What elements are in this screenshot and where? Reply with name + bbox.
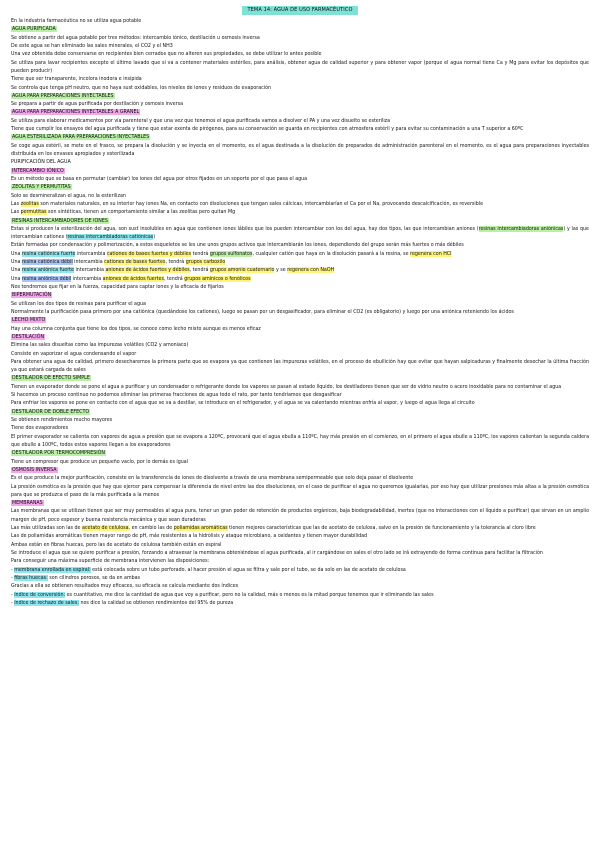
heading-agua-purificada: AGUA PURIFICADA [12,26,56,33]
heading-doble-efecto: DESTILADOR DE DOBLE EFECTO [12,408,90,415]
heading-resinas: RESINAS INTERCAMBIADORES DE IONES [12,217,108,224]
list-item: - membrana enrollada en espiral: está colocada sobre un tubo perforado, al hacer presión el agua se filtra y sale por el tubo, se da solo en las de acetato de celulosa [11,566,406,573]
heading-efecto-simple: DESTILADOR DE EFECTO SIMPLE [12,375,90,382]
list-item: - índice de conversión: es cuantitativo, me dice la cantidad de agua que voy a purificar, pero no la calidad, más o menos es la mitad porque tenemos que ir eliminando las sales [11,591,434,598]
paragraph: Elimina las sales disueltas como las impurezas volátiles (CO2 y amoniaco) [11,342,189,349]
paragraph: Nos tendremos que fijar en la fuerza, capacidad para captar iones y la eficacia de fijarlos [11,284,224,290]
paragraph: Consiste en vaporizar el agua condensando el vapor [11,350,137,357]
paragraph: Se utilizan los dos tipos de resinas para purificar el agua [11,300,146,307]
heading-intercambio-ionico: INTERCAMBIO IÓNICO [12,167,64,174]
paragraph: Gracias a ella se obtienen resultados muy eficaces, su eficacia se calcula mediante dos índices [11,583,239,590]
heading-agua-inyectables: AGUA PARA PREPARACIONES INYECTABLES [12,92,114,99]
paragraph: Se introduce el agua que se quiere purificar a presión, forzando a atravesar la membrana obteniéndose el agua purificada, al ir cargándose en sales el otro lado se irá extrayendo de forma continua para facilitar la filtración [11,550,543,556]
paragraph: Las zeolitas son materiales naturales, en su interior hay iones Na, en contacto con disoluciones que tengan sales cálcicas, intercambiarían el Ca por el Na, provocando descalcificación, es reversible [11,200,484,207]
list-item: - índice de rechazo de sales: nos dice la calidad se obtienen rendimientos del 95% de pureza [11,599,234,606]
heading-destilacion: DESTILACIÓN [12,333,45,340]
heading-zeolitas: ZEOLITAS Y PERMUTITAS [12,184,71,191]
heading-agua-esterilizada: AGUA ESTERILIZADA PARA PREPARACIONES INYECTABLES [12,134,150,141]
heading-membranas: MEMBRANAS [12,500,43,507]
paragraph: Para enfriar los vapores se pone en contacto con el agua que se va a destilar, se introduce en el refrigerador, y el agua se va calentando mientras enfría al vapor, y luego el agua llega al circuito [11,400,475,407]
paragraph: Están formadas por condensación y polimerización, a estos esqueletos se les une unos grupos activos que intercambiarán los iones, dependiendo del grupo serán más fuertes o más débiles [11,242,464,249]
heading-lecho-mixto: LECHO MIXTO [12,317,46,324]
paragraph: Se coge agua estéril, se mete en el frasco, se prepara la disolución y se inyecta en el momento, es el agua destinada a la disolución de preparados de administración parenteral en el momento, es el agua para preparaciones inyectables distribuida en los envases apropiados y esterilizada [11,142,589,157]
title-row [11,6,589,17]
heading-agua-inyectables-granel: AGUA PARA PREPARACIONES INYECTABLES A GRANEL [12,109,140,116]
paragraph: Una resina catiónica débil intercambia cationes de bases fuertes, tendrá grupos carboxilo [11,259,226,266]
paragraph: Se prepara a partir de agua purificada por destilación y osmosis inversa [11,101,184,108]
heading-termocompresion: DESTILADOR POR TERMOCOMPRESIÓN [12,450,105,457]
paragraph: Se controla que tenga pH neutro, que no haya sust oxidables, los niveles de iones y residuos de evaporación [11,84,272,91]
paragraph: Una resina aniónica débil intercambia aniones de ácidos fuertes, tendrá grupos amínicos o fenólicos [11,275,251,282]
paragraph: Estas si producen la esterilización del agua, son sust insolubles en agua que contienen iones lábiles que los pueden intercambiar con los del agua, hay dos tipos, las que intercambian aniones (resinas intercambiadoras aniónicas) y las que intercambian cationes (resinas intercambiadoras catiónicas) [11,225,589,241]
paragraph: Normalmente la purificación pasa primero por una catiónica (quedándose los cationes), luego se pasan por un desgasificador, para eliminar el CO2 (es obligatorio) y luego por una aniónica reteniendo los ácidos [11,308,514,315]
paragraph: Tiene que cumplir los ensayos del agua purificada y tiene que estar exenta de pirógenos, para su conservación se guarda en recipientes con atmosfera estéril y para evitar su contaminación a una T superior a 60ºC [11,126,524,133]
paragraph: Se obtiene a partir del agua potable por tres métodos: intercambio iónico, destilación u osmosis inversa [11,34,260,41]
paragraph: De este agua se han eliminado las sales minerales, el CO2 y el NH3 [11,42,173,49]
heading-purificacion: PURIFICACIÓN DEL AGUA [11,159,71,166]
paragraph: Las membranas que se utilizan tienen que ser muy permeables al agua pura, tener un gran poder de retención de productos orgánicos, baja biodegradabilidad, inertes (que no interacciones con el líquido a purificar) que sirvan en un amplio margen de pH, poco espesor y buena resistencia mecánica y que sean duraderas [11,508,589,523]
paragraph: La presión osmótica es la presión que hay que ejercer para compensar la diferencia de nivel entre las dos disoluciones, en el caso de purificar el agua no queremos igualarlas, por eso hay que utilizar presiones más altas a la presión osmótica para que se produzca el paso de la más purificada a la menos [11,483,589,498]
paragraph: Se obtienen rendimientos mucho mayores [11,417,113,423]
paragraph: Tiene un compresor que produce un pequeño vacío, por lo demás es igual [11,458,189,465]
paragraph: Tiene dos evaporadores [11,425,69,432]
paragraph: Se utiliza para lavar recipientes excepto el último lavado que si va a contener materiales estériles, para análisis, obtener agua de calidad superior y para obtener vapor (porque el agua normal tiene Ca y Mg para evitar los depósitos que pueden producir) [11,59,589,74]
paragraph: Si hacemos un proceso continuo no podemos eliminar las primeras fracciones de agua todo el rato, por tanto tendríamos que desgasificar [11,392,342,399]
document-title: TEMA 14: AGUA DE USO FARMACÉUTICO [242,6,357,15]
paragraph: Para conseguir una máxima superficie de membrana intervienen las disposiciones: [11,558,210,565]
paragraph: En la industria farmacéutica no se utiliza agua potable [11,18,142,24]
heading-bipermutacion: BIPERMUTACIÓN [12,292,52,299]
paragraph: Una resina aniónica fuerte intercambia aniones de ácidos fuertes y débiles, tendrá grupos amonio cuaternario y se regenera con NaOH [11,267,335,274]
paragraph: Tiene que ser transparente, incolora inodora e insípida [11,76,142,83]
paragraph: Las más utilizadas son las de acetato de celulosa, en cambio las de poliamidas aromáticas tienen mejores características que las de acetato de celulosa, salvo en la presión de funcionamiento y la tolerancia al cloro libre [11,525,536,532]
paragraph: Las de poliamidas aromáticas tienen mayor rango de pH, más resistentes a la hidrólisis y ataque microbiano, a oxidantes y tienen mayor durabilidad [11,533,368,540]
list-item: - fibras huecas: son cilindros porosos, se da en ambas [11,574,141,581]
paragraph: Hay una columna conjunta que tiene los dos tipos, se conoce como lecho mixto aunque es menos eficaz [11,325,261,332]
paragraph: Para obtener una agua de calidad, primero desecharemos la primera parte que se evapora ya que contienen las impurezas volátiles, en el proceso de ebullición hay que evitar que hayan salpicaduras y finalmente desechar la última fracción ya que estará cargada de sales [11,358,589,374]
paragraph: Ambas están en fibras huecas, pero las de acetato de celulosa también están en espiral [11,541,222,548]
heading-osmosis-inversa: OSMOSIS INVERSA [12,466,57,473]
paragraph: Se utiliza para elaborar medicamentos por vía parenteral y que una vez que tenemos el agua purificada vamos a disolver el PA y una vez disuelto se esteriliza [11,117,391,124]
paragraph: El primer evaporador se calienta con vapores de agua a presión que se evapora a 120ºC, provocará que el agua ebulla a 110ºC, hay más presión en el comienzo, en el primero el agua ebulle a 110ºC, los vapores calientan la segunda caldera que ebulle a 100ºC, todos estos vapores llegan a los evaporadores [11,433,589,448]
paragraph: Tienen un evaporador donde se pone el agua a purificar y un condensador o refrigerante donde los vapores se pasan al estado líquido, los destiladores tienen que ser de vidrio neutro o acero inoxidable para no contaminar el agua [11,383,562,390]
paragraph: Una resina catiónica fuerte intercambia cationes de bases fuertes y débiles tendrá grupos sulfonatos, cualquier catión que haya en la disolución pasará a la resina, se regenera con HCl [11,250,452,257]
paragraph: Es el que produce la mejor purificación, consiste en la transferencia de iones de disolvente a través de una membrana semipermeable que solo deja pasar el disolvente [11,475,414,482]
paragraph: Es un método que se basa en permutar (cambiar) los iones del agua por otros fijados en un soporte por el que pasa el agua [11,175,308,182]
paragraph: Solo se desmineralizan el agua, no la esterilizan [11,192,126,199]
paragraph: Las permutitas son sintéticas, tienen un comportamiento similar a las zeolitas pero quitan Mg [11,209,236,216]
paragraph: Una vez obtenida debe conservarse en recipientes bien cerrados que no alteren sus propiedades, se debe utilizar lo antes posible [11,51,322,58]
